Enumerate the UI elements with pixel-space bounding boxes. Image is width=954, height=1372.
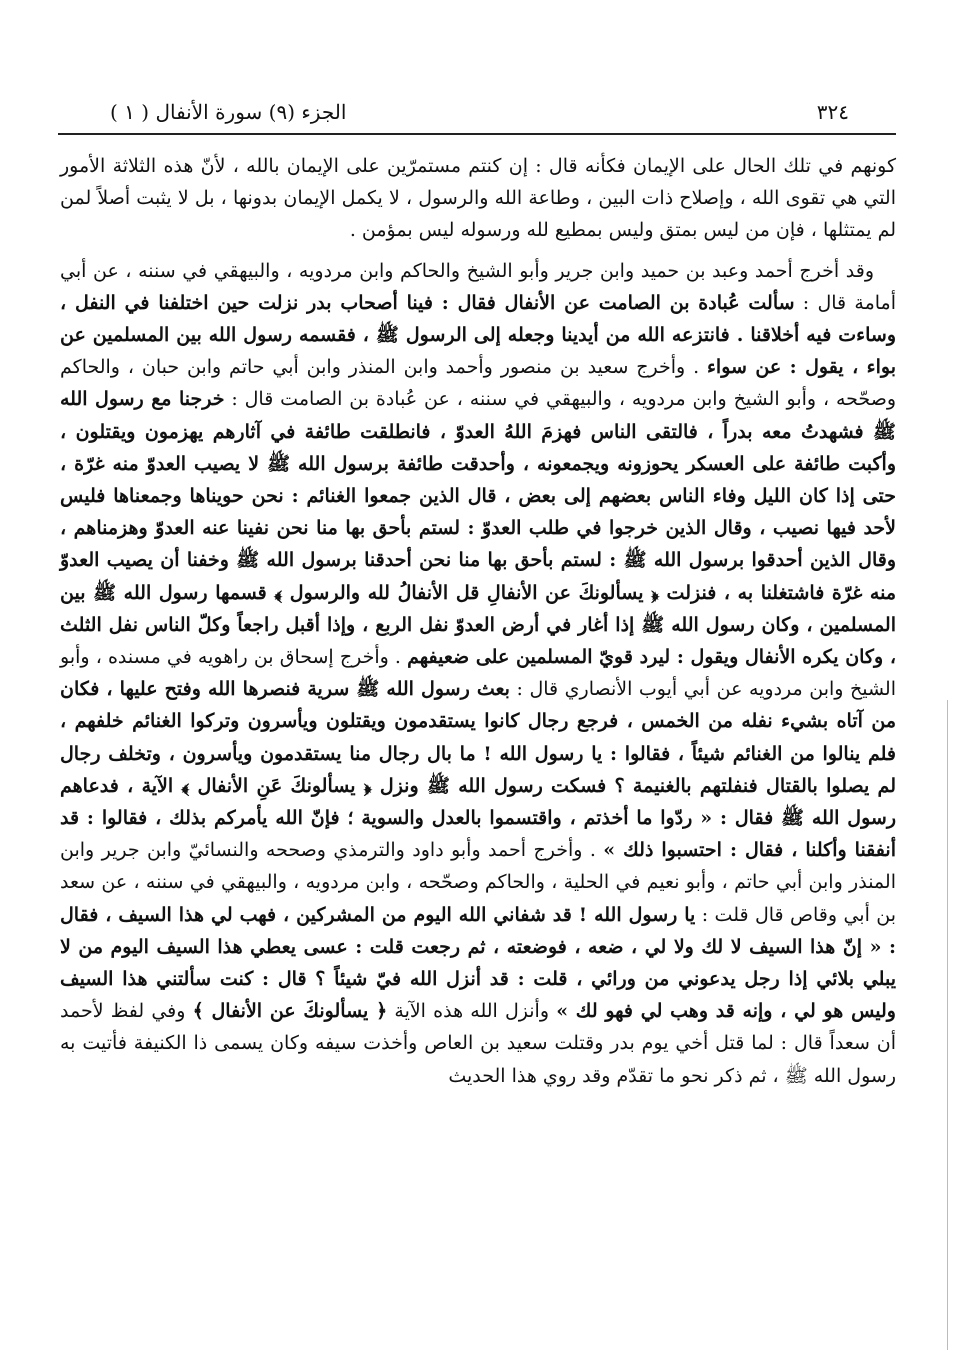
text-run: وأنزل الله هذه الآية bbox=[387, 1000, 557, 1023]
paragraph-2 bbox=[60, 255, 896, 1092]
running-title: الجزء (٩) سورة الأنفال ( ١ ) bbox=[110, 100, 347, 124]
text-run: وقد أخرج أحمد وعبد بن حميد وابن جرير وأبو الشيخ والحاكم وابن مردويه ، والبيهقي في سننه ، عن أبي أمامة قال : bbox=[60, 259, 896, 314]
hadith-quote: سألت عُبادة بن الصامت عن الأنفال فقال : فينا أصحاب بدر نزلت حين اختلفنا في النفل ، وساءت فيه أخلاقنا . فانتزعه الله من أيدينا وجعله إلى الرسول ﷺ ، فقسمه رسول الله بين المسلمين عن بواء ، يقول : عن سواء bbox=[60, 291, 896, 379]
text-run: . وأخرج سعيد بن منصور وأحمد وابن المنذر وابن أبي حاتم وابن حبان ، والحاكم وصحّحه ، وأبو الشيخ وابن مردويه ، والبيهقي في سننه ، عن عُبادة بن الصامت قال : bbox=[60, 356, 896, 411]
scan-edge-line bbox=[947, 700, 948, 1350]
quran-verse: ﴿ يسألونكَ عن الأنفال ﴾ bbox=[192, 1000, 388, 1023]
hadith-quote: يا رسول الله ! قد شفاني الله اليوم من المشركين ، فهب لي هذا السيف ، فقال : « إنّ هذا السيف لا لك ولا لي ، ضعه ، فوضعته ، ثم رجعت قلت : عسى يعطي هذا السيف اليوم من لا يبلي بلائي إذا رجل يدعوني من ورائي ، قلت : قد أنزل الله فيّ شيئاً ؟ قال : كنت سألتني هذا السيف وليس هو لي ، وإنه قد وهب لي فهو لك » bbox=[60, 903, 896, 1023]
page-number: ٣٢٤ bbox=[816, 100, 849, 124]
paragraph-1: كونهم في تلك الحال على الإيمان فكأنه قال : إن كنتم مستمرّين على الإيمان بالله ، لأنّ هذه الثلاثة الأمور التي هي تقوى الله ، وإصلاح ذات البين ، وطاعة الله والرسول ، لا يكمل الإيمان بدونها ، بل لا يثبت أصلاً لمن لم يمتثلها ، فإن من ليس بمتق وليس بمطيع لله ورسوله ليس بمؤمن . bbox=[60, 155, 896, 242]
text-run: . وأخرج أحمد وأبو داود والترمذي وصححه والنسائيّ وابن جرير وابن المنذر وابن أبي حاتم ، وأبو نعيم في الحلية ، والحاكم وصحّحه ، وابن مردويه ، والبيهقي في سننه ، عن سعد بن أبي وقاص قال قلت : bbox=[60, 839, 896, 926]
header-rule bbox=[58, 133, 896, 135]
hadith-quote: خرجنا مع رسول الله ﷺ فشهدتُ معه بدراً ، فالتقى الناس فهزمَ اللهُ العدوّ ، فانطلقت طائفة في آثارهم يهزمون ويقتلون ، وأكبت طائفة على العسكر يحوزونه ويجمعونه ، وأحدقت طائفة برسول الله ﷺ لا يصيب العدوّ منه غرّة ، حتى إذا كان الليل وفاء الناس بعضهم إلى بعض ، قال الذين جمعوا الغنائم : نحن حويناها وجمعناها فليس لأحد فيها نصيب ، وقال الذين خرجوا في طلب العدوّ : لستم بأحق بها منا نحن نفينا عنه العدوّ وهزمناهم ، وقال الذين أحدقوا برسول الله ﷺ : لستم بأحق بها منا نحن أحدقنا برسول الله ﷺ وخفنا أن يصيب العدوّ منه غرّة فاشتغلنا به ، فنزلت ﴿ يسألونكَ عن الأنفالِ قل الأنفالُ لله والرسول ﴾ قسمها رسول الله ﷺ بين المسلمين ، وكان رسول الله ﷺ إذا أغار في أرض العدوّ نفل الربع ، وإذا أقبل راجعاً وكلّ الناس نفل الثلث ، وكان يكره الأنفال ويقول : ليرد قويّ المسلمين على ضعيفهم bbox=[60, 388, 896, 669]
page-body bbox=[60, 150, 896, 1092]
page-header bbox=[110, 100, 849, 130]
hadith-quote: بعث رسول الله ﷺ سرية فنصرها الله وفتح عليها ، فكان من آتاه بشيء نفله من الخمس ، فرجع رجال كانوا يستقدمون ويقتلون ويأسرون وتركوا الغنائم خلفهم ، فلم ينالوا من الغنائم شيئاً ، فقالوا : يا رسول الله ! ما بال رجال منا يستقدمون ويأسرون ، وتخلف رجال لم يصلوا بالقتال فنفلتهم بالغنيمة ؟ فسكت رسول الله ﷺ ونزل ﴿ يسألونكَ عَنِ الأنفال ﴾ الآية ، فدعاهم رسول الله ﷺ فقال : « ردّوا ما أخذتم ، واقتسموا بالعدل والسوية ؛ فإنّ الله يأمركم بذلك ، فقالوا : قد أنفقنا وأكلنا ، فقال : احتسبوا ذلك » bbox=[60, 678, 896, 862]
text-run: وفي لفظ لأحمد أن سعداً قال : لما قتل أخي يوم بدر وقتلت سعيد بن العاص وأخذت سيفه وكان يسمى ذا الكنيفة فأتيت به رسول الله ﷺ ، ثم ذكر نحو ما تقدّم وقد روي هذا الحديث bbox=[60, 1000, 896, 1087]
text-run: . وأخرج إسحاق بن راهويه في مسنده ، وأبو الشيخ وابن مردويه عن أبي أيوب الأنصاري قال : bbox=[60, 646, 896, 701]
